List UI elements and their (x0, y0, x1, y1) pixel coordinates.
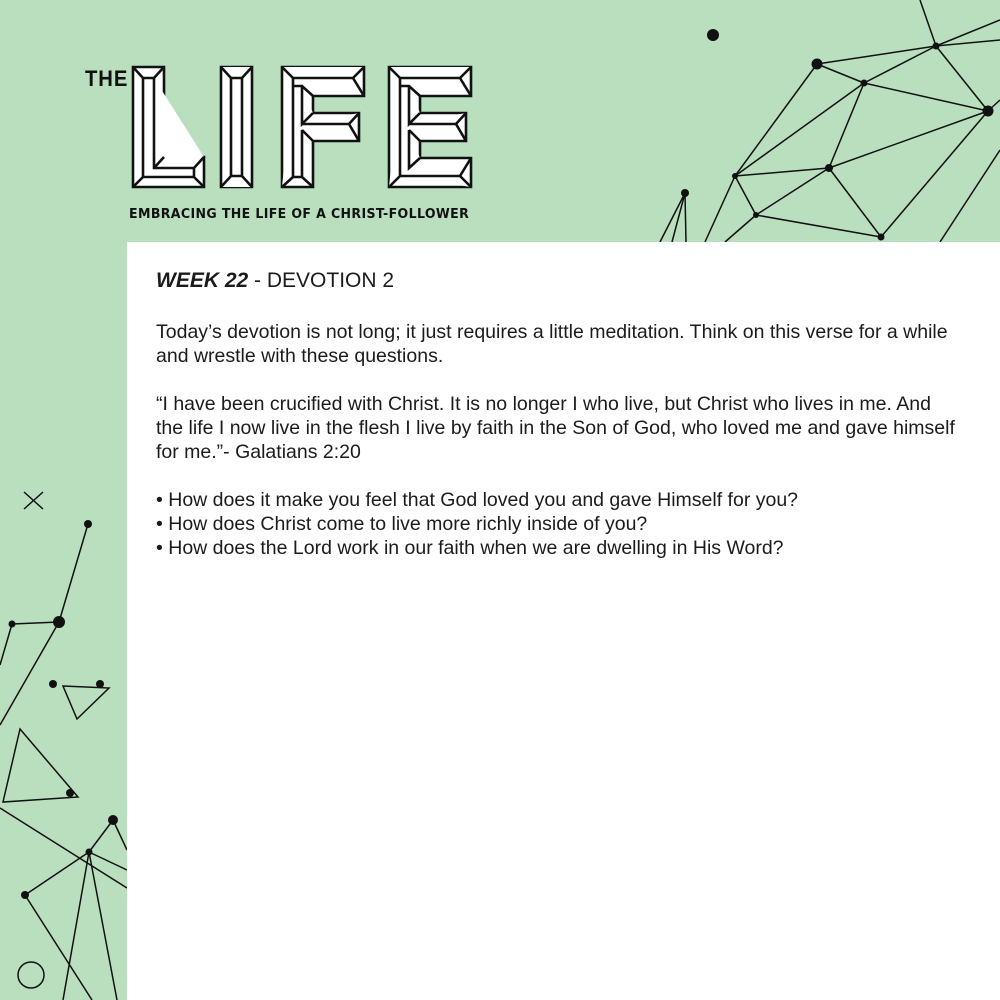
devotion-heading (156, 266, 956, 296)
logo-letter-l (133, 67, 204, 187)
logo-letter-e (389, 67, 471, 187)
question-item: • How does it make you feel that God loved you and gave Himself for you? (156, 488, 956, 512)
logo-life-wordmark (130, 64, 480, 190)
heading-separator: - (248, 269, 267, 292)
logo-tagline: EMBRACING THE LIFE OF A CHRIST-FOLLOWER (129, 206, 470, 222)
verse-paragraph: “I have been crucified with Christ. It is no longer I who live, but Christ who lives in me. And the life I now live in the flesh I live by faith in the Son of God, who loved me and gave himself for me.”- Galatians 2:20 (156, 393, 955, 463)
constellation-left (0, 492, 127, 1000)
question-item: • How does Christ come to live more richly inside of you? (156, 512, 956, 536)
question-list (156, 488, 956, 560)
logo-letter-i (221, 67, 252, 187)
logo-letter-f (282, 67, 364, 187)
logo-the: THE (85, 66, 129, 91)
question-item: • How does the Lord work in our faith when we are dwelling in His Word? (156, 536, 956, 560)
devotion-label: DEVOTION 2 (266, 269, 395, 292)
constellation-left-nodes (9, 520, 119, 899)
intro-paragraph: Today’s devotion is not long; it just requires a little meditation. Think on this verse for a while and wrestle with these questions. (156, 321, 948, 367)
week-label: WEEK 22 (156, 269, 249, 292)
devotion-content (156, 266, 956, 560)
